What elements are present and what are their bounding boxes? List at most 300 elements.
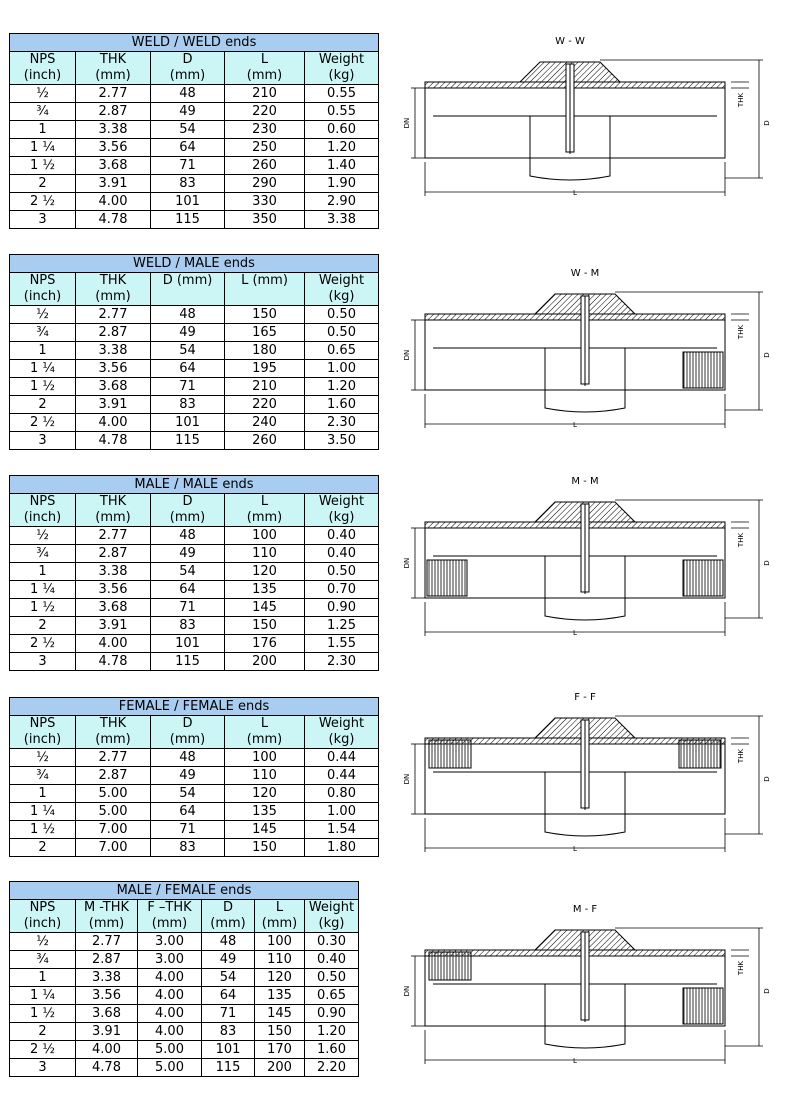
d-label: D [763,560,771,566]
table-cell: 101 [151,635,225,653]
table-cell: 1 ½ [10,821,76,839]
table-cell: 4.00 [76,635,151,653]
table-cell: 4.00 [138,987,202,1005]
column-header-unit: (kg) [318,916,345,931]
column-header-unit: (mm) [169,510,206,525]
table-title: WELD / WELD ends [10,34,379,52]
table-cell: 115 [151,653,225,671]
column-header [76,900,138,933]
table-cell: 290 [225,175,305,193]
column-header-label: L (mm) [241,273,288,288]
table-cell: 1 ¼ [10,581,76,599]
table-cell: 100 [255,933,305,951]
column-header-unit [225,289,304,305]
table-row [10,432,379,450]
table-cell: 2.90 [305,193,379,211]
column-header-label: THK [99,52,127,67]
column-header-label: Weight [318,716,365,731]
table-row [10,360,379,378]
table-cell: ¾ [10,951,76,969]
table-cell: 100 [225,749,305,767]
table-cell: 54 [151,342,225,360]
table-cell: 135 [225,581,305,599]
table-cell: 71 [151,821,225,839]
table-cell: 100 [225,527,305,545]
column-header-label: NPS [29,494,56,509]
column-header [76,716,151,749]
column-header [10,716,76,749]
column-header-label: L [260,494,269,509]
table-cell: 0.65 [305,987,359,1005]
table-cell: 2.87 [76,324,151,342]
table-cell: 2.77 [76,85,151,103]
table-row [10,617,379,635]
table-cell: 0.80 [305,785,379,803]
table-cell: 0.44 [305,767,379,785]
table-cell: 4.00 [138,1023,202,1041]
dn-label: DN [403,349,411,361]
table-cell: 250 [225,139,305,157]
table-row [10,85,379,103]
table-cell: 145 [225,821,305,839]
table-cell: 220 [225,396,305,414]
table-cell: 3.91 [76,617,151,635]
column-header-unit: (kg) [328,68,355,83]
table-cell: 83 [202,1023,255,1041]
table-cell: 0.50 [305,306,379,324]
fitting-drawing-svg [395,262,780,442]
table-cell: 210 [225,378,305,396]
column-header [76,494,151,527]
table-cell: 64 [151,803,225,821]
table-cell: 3.91 [76,175,151,193]
table-row [10,157,379,175]
table-cell: 120 [255,969,305,987]
table-cell: 3.38 [76,969,138,987]
table-cell: 110 [225,545,305,563]
table-cell: 4.78 [76,432,151,450]
table-cell: 1.20 [305,139,379,157]
table-cell: 3 [10,211,76,229]
column-header-label: D [222,900,233,915]
column-header-unit: (mm) [246,68,283,83]
table-cell: 1.20 [305,378,379,396]
table-cell: 3.56 [76,987,138,1005]
table-row [10,599,379,617]
table-row [10,969,359,987]
column-header [225,273,305,306]
table-cell: 3.56 [76,360,151,378]
table-cell: 145 [225,599,305,617]
column-header [305,900,359,933]
table-title: FEMALE / FEMALE ends [10,698,379,716]
column-header [76,273,151,306]
column-header [225,716,305,749]
table-cell: 1 [10,121,76,139]
fitting-drawing-svg [395,30,780,210]
table-cell: 3.68 [76,599,151,617]
table-cell: 2 [10,396,76,414]
table-cell: 1 ½ [10,599,76,617]
table-cell: 110 [225,767,305,785]
table-row [10,749,379,767]
table-cell: 71 [202,1005,255,1023]
table-row [10,121,379,139]
table-cell: 2.30 [305,414,379,432]
table-row [10,563,379,581]
column-header-unit: (mm) [246,732,283,747]
table-cell: 3.68 [76,378,151,396]
table-cell: 0.50 [305,563,379,581]
spec-table [9,881,359,1077]
table-cell: 64 [202,987,255,1005]
column-header [10,52,76,85]
table-row [10,545,379,563]
table-cell: 5.00 [138,1041,202,1059]
table-cell: 260 [225,432,305,450]
fitting-drawing-svg [395,898,780,1078]
table-cell: 1.25 [305,617,379,635]
table-title: MALE / MALE ends [10,476,379,494]
fitting-drawing [395,898,780,1078]
table-row [10,396,379,414]
column-header-label: M -THK [83,900,130,915]
column-header-label: Weight [308,900,355,915]
table-cell: 3.50 [305,432,379,450]
table-row [10,1023,359,1041]
table-cell: 64 [151,581,225,599]
column-header-label: Weight [318,494,365,509]
table-row [10,175,379,193]
table-cell: 0.40 [305,545,379,563]
table-row [10,803,379,821]
dn-label: DN [403,117,411,129]
table-cell: 4.00 [138,1005,202,1023]
table-cell: 1 ¼ [10,360,76,378]
table-cell: 1.00 [305,803,379,821]
column-header-unit: (inch) [23,68,62,83]
table-cell: 83 [151,175,225,193]
column-header-unit: (mm) [95,289,131,304]
table-cell: 49 [151,767,225,785]
table-cell: 1 [10,563,76,581]
column-header-label: NPS [29,273,56,288]
table-cell: 0.40 [305,951,359,969]
table-cell: 2 ½ [10,414,76,432]
column-header [151,273,225,306]
table-row [10,933,359,951]
column-header-label: L [275,900,284,915]
table-cell: 120 [225,563,305,581]
drawing-title: M - M [571,476,599,487]
table-row [10,1005,359,1023]
table-cell: 48 [151,306,225,324]
table-cell: 145 [255,1005,305,1023]
table-cell: 49 [151,324,225,342]
table-cell: 49 [151,545,225,563]
column-header-label: D [182,716,193,731]
table-cell: 83 [151,839,225,857]
table-cell: 0.65 [305,342,379,360]
table-cell: 230 [225,121,305,139]
column-header-unit [151,289,224,305]
table-cell: 115 [151,432,225,450]
d-label: D [763,988,771,994]
table-cell: 4.78 [76,1059,138,1077]
table-cell: 0.60 [305,121,379,139]
table-cell: 240 [225,414,305,432]
column-header-unit: (inch) [23,732,62,747]
column-header-unit: (mm) [246,510,283,525]
table-cell: 3.68 [76,157,151,175]
fitting-drawing [395,470,780,650]
table-cell: 2 [10,617,76,635]
column-header [225,494,305,527]
d-label: D [763,776,771,782]
table-cell: 3.38 [76,563,151,581]
table-cell: 48 [151,527,225,545]
table-cell: 49 [202,951,255,969]
column-header-label: NPS [29,900,56,915]
table-cell: 2 ½ [10,1041,76,1059]
table-cell: 54 [202,969,255,987]
table-cell: 64 [151,139,225,157]
thk-label: THK [737,92,745,108]
table-cell: 4.00 [76,414,151,432]
table-row [10,785,379,803]
table-cell: ½ [10,527,76,545]
table-cell: ½ [10,306,76,324]
table-cell: 2.87 [76,545,151,563]
table-cell: 48 [202,933,255,951]
column-header [10,494,76,527]
drawing-title: W - M [570,268,600,279]
table-cell: 2 [10,1023,76,1041]
table-cell: 350 [225,211,305,229]
table-cell: 176 [225,635,305,653]
table-cell: 1.90 [305,175,379,193]
table-cell: 54 [151,121,225,139]
d-label: D [763,352,771,358]
table-row [10,839,379,857]
table-cell: ½ [10,749,76,767]
column-header [305,52,379,85]
table-cell: 3 [10,653,76,671]
table-cell: 83 [151,617,225,635]
table-row [10,987,359,1005]
column-header-label: NPS [29,52,56,67]
dn-label: DN [403,985,411,997]
column-header [225,52,305,85]
table-title: WELD / MALE ends [10,255,379,273]
table-cell: 220 [225,103,305,121]
l-label: L [573,421,577,429]
column-header-unit: (kg) [328,732,355,747]
thk-label: THK [737,532,745,548]
table-cell: 3 [10,432,76,450]
table-cell: 3.38 [305,211,379,229]
table-cell: 200 [255,1059,305,1077]
column-header-unit: (inch) [23,289,62,304]
column-header-unit: (mm) [95,68,131,83]
table-row [10,527,379,545]
table-row [10,581,379,599]
table-row [10,378,379,396]
table-cell: 0.44 [305,749,379,767]
column-header-unit: (kg) [328,510,355,525]
table-cell: 2.77 [76,306,151,324]
column-header-unit: (kg) [328,289,355,304]
l-label: L [573,189,577,197]
table-cell: 54 [151,785,225,803]
table-title: MALE / FEMALE ends [10,882,359,900]
table-cell: ½ [10,933,76,951]
table-cell: 101 [151,414,225,432]
table-cell: 1.00 [305,360,379,378]
table-cell: 2 [10,175,76,193]
table-cell: 3.56 [76,581,151,599]
fitting-drawing [395,262,780,442]
table-cell: 4.78 [76,211,151,229]
table-cell: 110 [255,951,305,969]
table-cell: 2.77 [76,527,151,545]
table-cell: 0.90 [305,1005,359,1023]
column-header [138,900,202,933]
column-header [10,900,76,933]
column-header [151,52,225,85]
column-header-label: THK [99,716,127,731]
table-row [10,306,379,324]
table-cell: 150 [225,839,305,857]
table-cell: 1.60 [305,396,379,414]
table-row [10,951,359,969]
table-cell: 0.55 [305,85,379,103]
table-cell: 1 ¼ [10,987,76,1005]
table-cell: 64 [151,360,225,378]
table-cell: 0.70 [305,581,379,599]
fitting-drawing [395,30,780,210]
table-cell: 330 [225,193,305,211]
table-cell: ¾ [10,545,76,563]
table-cell: 150 [255,1023,305,1041]
table-cell: 135 [255,987,305,1005]
table-cell: 2 ½ [10,635,76,653]
column-header-label: F –THK [147,900,192,915]
table-row [10,324,379,342]
table-cell: 2.77 [76,933,138,951]
table-cell: 54 [151,563,225,581]
fitting-drawing [395,686,780,866]
table-cell: 2.20 [305,1059,359,1077]
column-header-label: THK [99,494,127,509]
thk-label: THK [737,960,745,976]
table-row [10,103,379,121]
table-cell: ¾ [10,324,76,342]
column-header-unit: (mm) [210,916,246,931]
table-cell: 1 [10,342,76,360]
table-cell: 200 [225,653,305,671]
table-row [10,1041,359,1059]
table-cell: 115 [202,1059,255,1077]
table-cell: 1 ½ [10,157,76,175]
table-cell: 3.91 [76,396,151,414]
l-label: L [573,845,577,853]
table-cell: 1.80 [305,839,379,857]
table-cell: 1 ½ [10,1005,76,1023]
table-cell: 71 [151,157,225,175]
thk-label: THK [737,324,745,340]
table-cell: 150 [225,306,305,324]
table-cell: 2.87 [76,767,151,785]
table-cell: 71 [151,599,225,617]
table-cell: ¾ [10,103,76,121]
drawing-title: F - F [574,692,596,703]
table-cell: ¾ [10,767,76,785]
column-header-unit: (mm) [169,732,206,747]
column-header-unit: (inch) [23,510,62,525]
table-cell: 2.30 [305,653,379,671]
table-cell: 1 [10,785,76,803]
table-cell: 71 [151,378,225,396]
table-cell: 4.00 [76,1041,138,1059]
table-row [10,193,379,211]
table-cell: 3.56 [76,139,151,157]
table-row [10,821,379,839]
table-cell: 210 [225,85,305,103]
table-cell: 2.87 [76,951,138,969]
table-cell: 1 ¼ [10,803,76,821]
table-cell: 115 [151,211,225,229]
column-header-label: D [182,52,193,67]
table-row [10,767,379,785]
table-cell: 195 [225,360,305,378]
table-cell: 49 [151,103,225,121]
table-cell: 101 [202,1041,255,1059]
table-cell: 1.54 [305,821,379,839]
column-header-label: THK [99,273,127,288]
table-cell: 3 [10,1059,76,1077]
thk-label: THK [737,748,745,764]
table-cell: 150 [225,617,305,635]
table-cell: 2 ½ [10,193,76,211]
spec-table [9,475,379,671]
column-header-unit: (mm) [95,732,131,747]
column-header-unit: (mm) [169,68,206,83]
column-header [76,52,151,85]
table-cell: 101 [151,193,225,211]
table-row [10,139,379,157]
column-header-label: L [260,716,269,731]
column-header-unit: (inch) [23,916,62,931]
table-cell: 5.00 [138,1059,202,1077]
table-cell: 2.77 [76,749,151,767]
column-header-label: NPS [29,716,56,731]
d-label: D [763,120,771,126]
column-header-unit: (mm) [88,916,125,931]
table-cell: 7.00 [76,821,151,839]
table-cell: 3.00 [138,951,202,969]
column-header-unit: (mm) [151,916,188,931]
table-cell: 1 [10,969,76,987]
table-cell: 170 [255,1041,305,1059]
table-cell: 48 [151,85,225,103]
dn-label: DN [403,773,411,785]
table-cell: 5.00 [76,803,151,821]
table-cell: 3.91 [76,1023,138,1041]
column-header-label: Weight [318,273,365,288]
table-cell: 1.20 [305,1023,359,1041]
drawing-title: M - F [572,904,598,915]
